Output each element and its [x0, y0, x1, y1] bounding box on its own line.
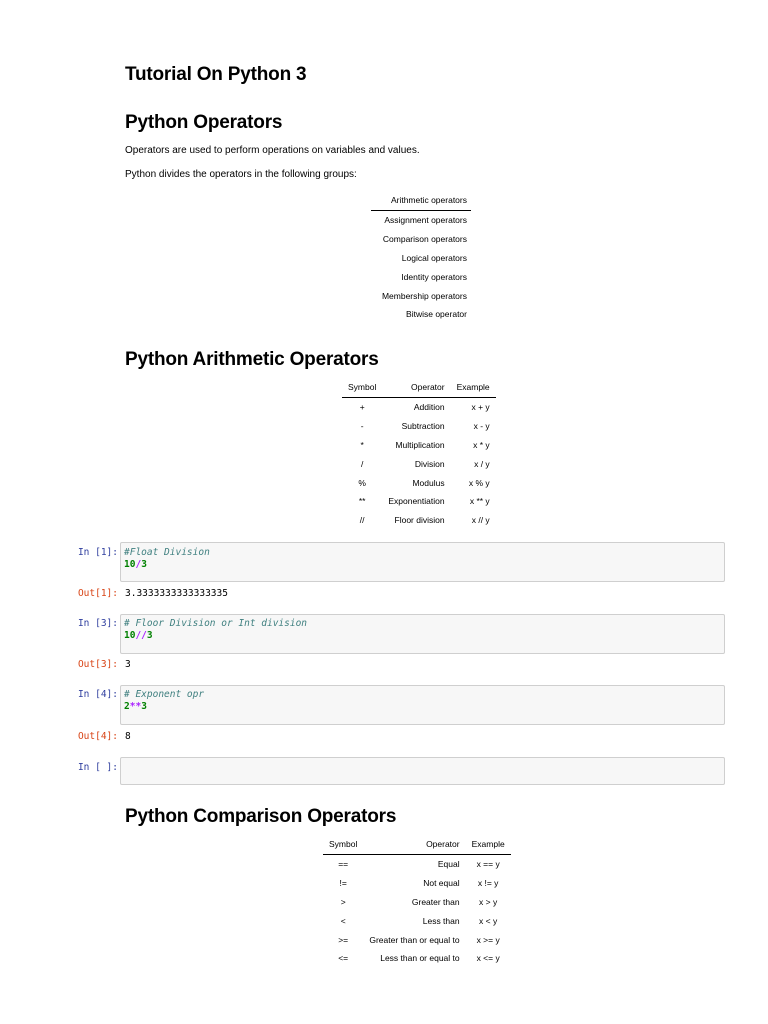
symbol-cell: *	[360, 439, 364, 450]
table-row	[371, 230, 471, 249]
symbol-cell: /	[360, 458, 364, 469]
input-prompt: In [4]:	[77, 689, 118, 700]
table-row	[323, 949, 511, 968]
operator-cell: Multiplication	[395, 439, 445, 450]
col-operator: Operator	[363, 834, 465, 855]
group-cell: Bitwise operator	[406, 309, 467, 320]
operator-cell: Modulus	[412, 477, 445, 488]
operator-cell: Less than	[422, 915, 460, 926]
table-row	[323, 874, 511, 893]
symbol-cell: **	[358, 496, 366, 507]
operator-cell: Not equal	[423, 878, 460, 889]
table-row	[371, 211, 471, 230]
cell-output: 3	[125, 659, 131, 670]
example-cell: x > y	[479, 896, 498, 907]
code-comment: # Floor Division or Int division	[124, 618, 308, 629]
example-cell: x // y	[471, 515, 490, 526]
output-prompt: Out[3]:	[77, 659, 118, 670]
heading-python-operators: Python Operators	[125, 112, 283, 133]
cell-output: 8	[125, 731, 131, 742]
symbol-cell: ==	[338, 859, 349, 870]
symbol-cell: !=	[339, 878, 347, 889]
operator-cell: Less than or equal to	[380, 953, 460, 964]
code-number: 10	[124, 630, 136, 641]
code-comment: # Exponent opr	[124, 689, 205, 700]
code-content[interactable]	[124, 547, 210, 571]
table-row	[371, 286, 471, 305]
group-cell: Identity operators	[401, 271, 467, 282]
symbol-cell: <	[340, 915, 346, 926]
heading-arithmetic-operators: Python Arithmetic Operators	[125, 349, 379, 370]
input-prompt: In [1]:	[77, 547, 118, 558]
cell-output: 3.3333333333333335	[125, 588, 228, 599]
table-row	[323, 855, 511, 874]
table-row	[371, 249, 471, 268]
operator-cell: Division	[414, 458, 445, 469]
arithmetic-operators-table	[342, 377, 496, 530]
operators-groups-intro: Python divides the operators in the following groups:	[125, 169, 357, 180]
group-cell: Membership operators	[381, 290, 467, 301]
symbol-cell: %	[358, 477, 366, 488]
table-row	[323, 930, 511, 949]
table-row	[323, 911, 511, 930]
operator-cell: Greater than or equal to	[369, 934, 460, 945]
group-cell: Assignment operators	[384, 215, 467, 226]
symbol-cell: +	[359, 402, 365, 413]
comparison-operators-table	[323, 834, 511, 968]
code-operator: //	[135, 630, 147, 641]
code-number: 3	[141, 701, 147, 712]
example-cell: x != y	[477, 878, 499, 889]
code-cell[interactable]	[120, 542, 725, 582]
table-row	[342, 492, 496, 511]
col-operator: Operator	[382, 377, 450, 398]
symbol-cell: //	[359, 515, 365, 526]
code-cell[interactable]	[120, 685, 725, 725]
operator-cell: Subtraction	[401, 421, 445, 432]
operator-cell: Floor division	[394, 515, 445, 526]
table-row	[323, 893, 511, 912]
symbol-cell: >=	[338, 934, 349, 945]
col-example: Example	[466, 834, 511, 855]
col-symbol: Symbol	[323, 834, 363, 855]
empty-code-cell[interactable]	[120, 757, 725, 785]
example-cell: x * y	[473, 439, 490, 450]
output-prompt: Out[1]:	[77, 588, 118, 599]
code-number: 2	[124, 701, 130, 712]
code-number: 3	[141, 559, 147, 570]
table-row	[342, 417, 496, 436]
code-content[interactable]	[124, 618, 307, 642]
example-cell: x < y	[479, 915, 498, 926]
groups-header: Arithmetic operators	[371, 190, 471, 211]
input-prompt: In [3]:	[77, 618, 118, 629]
table-row	[342, 436, 496, 455]
code-content[interactable]	[124, 689, 204, 713]
table-row	[342, 454, 496, 473]
example-cell: x >= y	[476, 934, 500, 945]
example-cell: x - y	[473, 421, 490, 432]
example-cell: x % y	[468, 477, 490, 488]
example-cell: x / y	[474, 458, 490, 469]
table-row	[371, 305, 471, 324]
group-cell: Comparison operators	[382, 234, 467, 245]
code-number: 3	[146, 630, 153, 641]
operators-description: Operators are used to perform operations on variables and values.	[125, 145, 420, 156]
group-cell: Logical operators	[401, 252, 467, 263]
code-comment: #Float Division	[124, 547, 210, 558]
operator-cell: Exponentiation	[388, 496, 445, 507]
heading-comparison-operators: Python Comparison Operators	[125, 806, 397, 827]
col-example: Example	[451, 377, 496, 398]
table-row	[342, 398, 496, 417]
output-prompt: Out[4]:	[77, 731, 118, 742]
code-operator: /	[135, 559, 142, 570]
symbol-cell: <=	[338, 953, 349, 964]
code-operator: **	[129, 701, 142, 712]
operator-cell: Addition	[413, 402, 445, 413]
example-cell: x == y	[476, 859, 500, 870]
input-prompt: In [ ]:	[77, 762, 118, 773]
example-cell: x + y	[471, 402, 490, 413]
table-row	[371, 267, 471, 286]
table-row	[342, 473, 496, 492]
example-cell: x <= y	[476, 953, 500, 964]
page-title: Tutorial On Python 3	[125, 64, 307, 85]
code-number: 10	[124, 559, 136, 570]
operator-cell: Equal	[437, 859, 460, 870]
symbol-cell: -	[360, 421, 364, 432]
table-row	[342, 511, 496, 530]
symbol-cell: >	[340, 896, 346, 907]
col-symbol: Symbol	[342, 377, 382, 398]
operator-cell: Greater than	[411, 896, 460, 907]
example-cell: x ** y	[469, 496, 490, 507]
operator-groups-table	[371, 190, 471, 324]
